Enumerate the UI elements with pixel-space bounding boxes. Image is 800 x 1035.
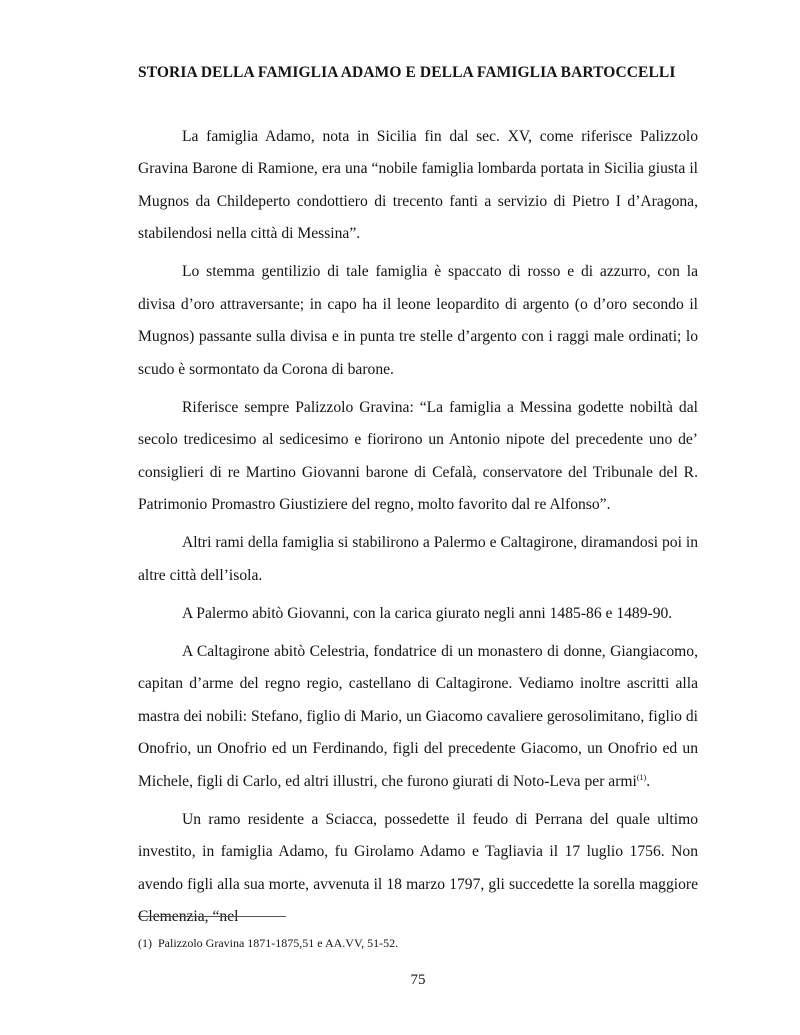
paragraph: Altri rami della famiglia si stabilirono a Palermo e Caltagirone, diramandosi poi in altre città dell’isola. [138,534,698,584]
footnote-separator [138,916,286,917]
paragraph: A Palermo abitò Giovanni, con la carica giurato negli anni 1485-86 e 1489-90. [182,604,673,622]
footnote-text: Palizzolo Gravina 1871-1875,51 e AA.VV, 51-52. [158,936,399,950]
paragraph: Un ramo residente a Sciacca, possedette il feudo di Perrana del quale ultimo investito, in famiglia Adamo, fu Girolamo Adamo e Tagliavia il 17 luglio 1756. Non avendo figli alla sua morte, avvenuta il 18 marzo 1797, gli succedette la sorella maggiore Clemenzia, “nel [138,810,698,926]
paragraph: La famiglia Adamo, nota in Sicilia fin dal sec. XV, come riferisce Palizzolo Gravina Barone di Ramione, era una “nobile famiglia lombarda portata in Sicilia giusta il Mugnos da Childeperto condottiero di trecento fanti a servizio di Pietro I d’Aragona, stabilendosi nella città di Messina”. [138,128,698,243]
body-text [138,121,698,934]
footnote-reference: (1) [636,772,647,782]
page-number: 75 [410,972,426,988]
paragraph: Lo stemma gentilizio di tale famiglia è spaccato di rosso e di azzurro, con la divisa d’oro attraversante; in capo ha il leone leopardito di argento (o d’oro secondo il Mugnos) passante sulla divisa e in punta tre stelle d’argento con i raggi male ordinati; lo scudo è sormontato da Corona di barone. [138,263,698,378]
chapter-title: STORIA DELLA FAMIGLIA ADAMO E DELLA FAMIGLIA BARTOCCELLI [138,64,676,81]
paragraph-with-footnote-ref: A Caltagirone abitò Celestria, fondatrice di un monastero di donne, Giangiacomo, capitan d’arme del regno regio, castellano di Caltagirone. Vediamo inoltre ascritti alla mastra dei nobili: Stefano, figlio di Mario, un Giacomo cavaliere gerosolimitano, figlio di Onofrio, un Onofrio ed un Ferdinando, figli del precedente Giacomo, un Onofrio ed un Michele, figli di Carlo, ed altri illustri, che furono giurati di Noto-Leva per armi$^{(1)}$. [138,643,698,790]
paragraph-text: A Caltagirone abitò Celestria, fondatrice di un monastero di donne, Giangiacomo, capitan d’arme del regno regio, castellano di Caltagirone. Vediamo inoltre ascritti alla mastra dei nobili: Stefano, figlio di Mario, un Giacomo cavaliere gerosolimitano, figlio di Onofrio, un Onofrio ed un Ferdinando, figli del precedente Giacomo, un Onofrio ed un Michele, figli di Carlo, ed altri illustri, che furono giurati di Noto-Leva per armi [138,643,698,790]
footnote-mark: (1) [138,936,152,950]
footnote [138,936,398,951]
paragraph: Riferisce sempre Palizzolo Gravina: “La famiglia a Messina godette nobiltà dal secolo tredicesimo al sedicesimo e fiorirono un Antonio nipote del precedente uno de’ consiglieri di re Martino Giovanni barone di Cefalà, conservatore del Tribunale del R. Patrimonio Promastro Giustiziere del regno, molto favorito dal re Alfonso”. [138,398,698,514]
